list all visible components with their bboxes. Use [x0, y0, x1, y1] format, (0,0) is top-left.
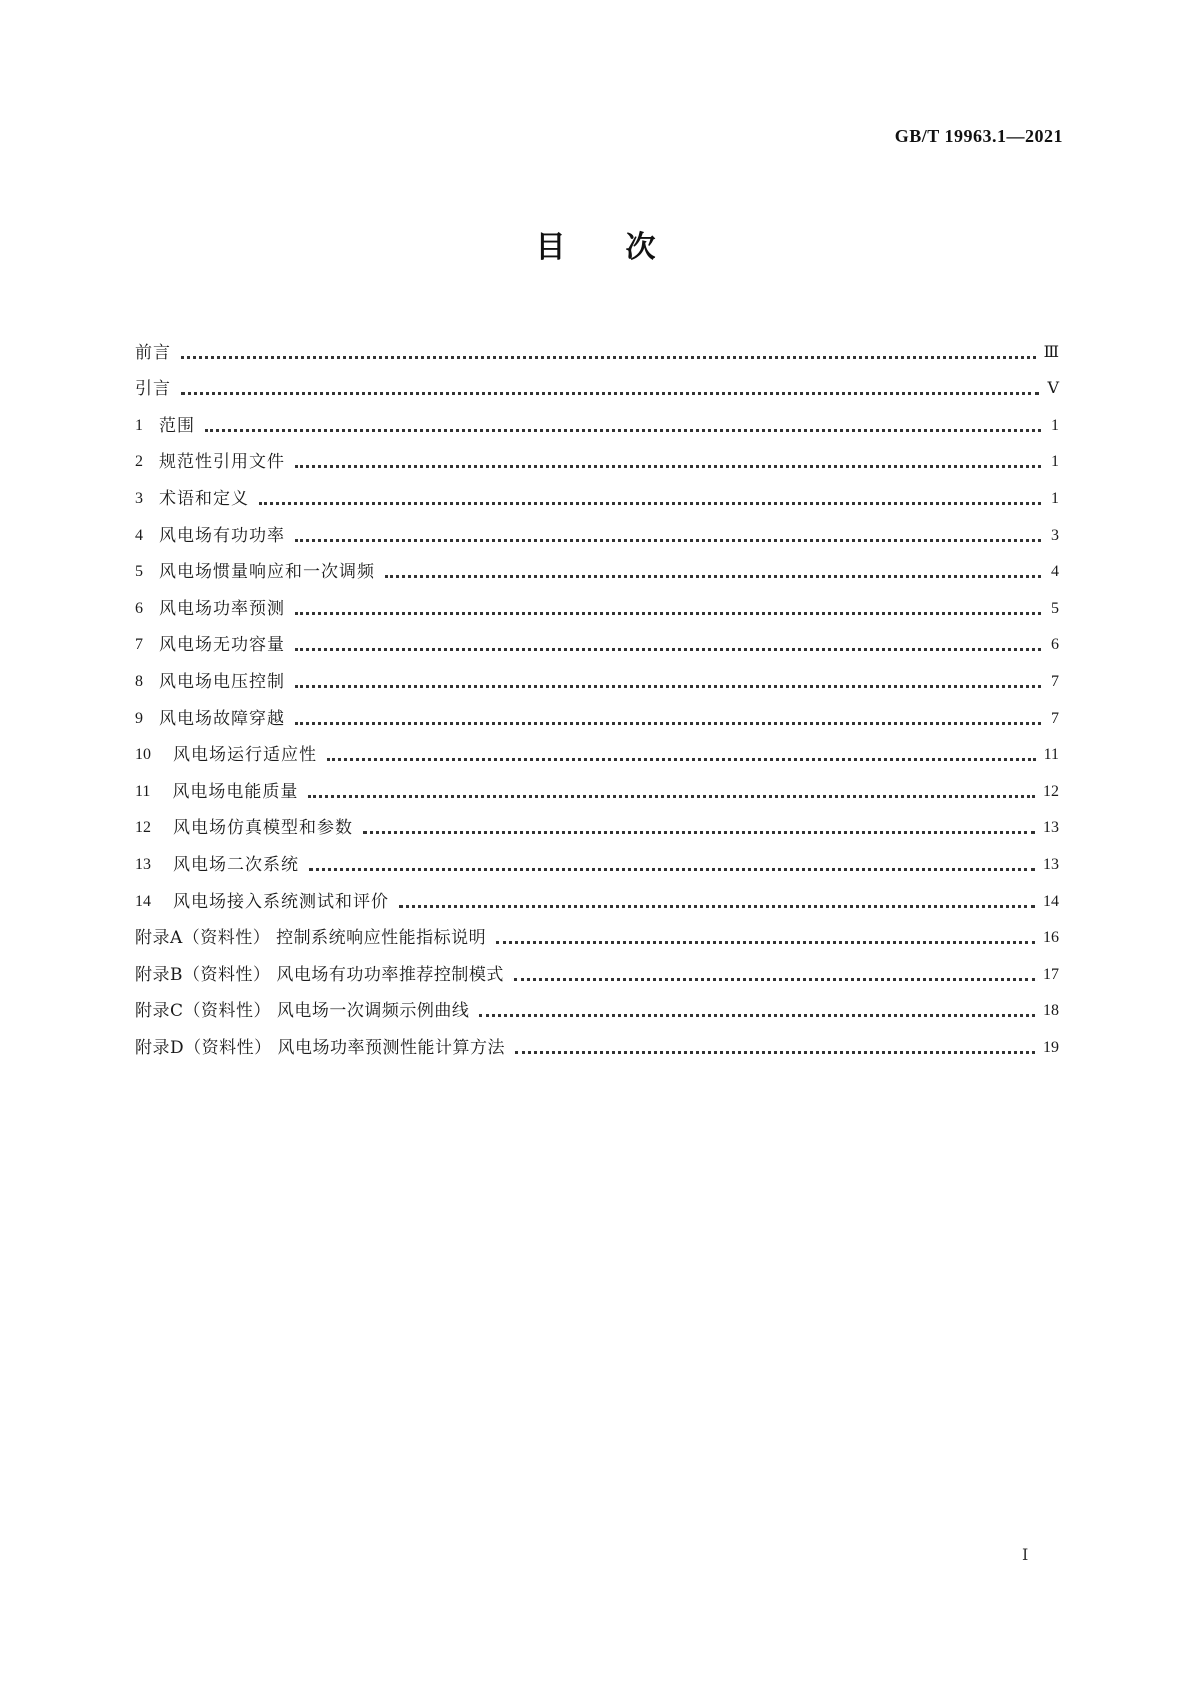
toc-entry[interactable]	[135, 803, 1059, 840]
table-of-contents	[135, 327, 1059, 1059]
toc-entry-label: 风电场电能质量	[172, 781, 299, 802]
toc-entry-label: 风电场二次系统	[173, 854, 299, 875]
toc-entry[interactable]	[135, 473, 1059, 510]
toc-entry-page: Ⅲ	[1043, 343, 1059, 361]
toc-entry-label: 风电场仿真模型和参数	[173, 818, 353, 839]
toc-entry-number: 1	[135, 416, 143, 434]
toc-entry-page: 18	[1043, 1002, 1059, 1020]
toc-entry[interactable]	[135, 364, 1059, 401]
toc-leader-dots	[295, 685, 1041, 688]
toc-entry-number: 14	[135, 892, 151, 910]
toc-leader-dots	[309, 868, 1035, 871]
toc-entry-number: 3	[135, 489, 143, 507]
toc-entry-page: 16	[1043, 929, 1059, 947]
toc-entry[interactable]	[135, 620, 1059, 657]
toc-leader-dots	[496, 941, 1035, 944]
toc-leader-dots	[515, 1051, 1035, 1054]
toc-entry[interactable]	[135, 1022, 1059, 1059]
toc-entry-label: 附录D（资料性） 风电场功率预测性能计算方法	[135, 1037, 506, 1058]
toc-entry-page: Ⅴ	[1047, 380, 1059, 398]
toc-entry-page: 6	[1051, 636, 1059, 654]
toc-entry[interactable]	[135, 730, 1059, 767]
toc-entry-label: 风电场故障穿越	[159, 708, 285, 729]
toc-leader-dots	[181, 392, 1039, 395]
toc-entry-label: 引言	[135, 379, 171, 400]
toc-leader-dots	[363, 831, 1035, 834]
toc-entry-number: 11	[135, 782, 151, 800]
toc-entry[interactable]	[135, 400, 1059, 437]
toc-entry-number: 7	[135, 636, 143, 654]
toc-entry-page: 17	[1043, 965, 1059, 983]
toc-leader-dots	[181, 356, 1036, 359]
toc-entry-label: 风电场惯量响应和一次调频	[159, 562, 375, 583]
toc-leader-dots	[399, 905, 1035, 908]
toc-entry-page: 1	[1051, 453, 1059, 471]
toc-entry[interactable]	[135, 949, 1059, 986]
toc-entry-page: 13	[1043, 855, 1059, 873]
toc-entry-label: 规范性引用文件	[159, 452, 285, 473]
toc-leader-dots	[259, 502, 1041, 505]
toc-leader-dots	[205, 429, 1041, 432]
toc-entry-page: 11	[1043, 746, 1059, 764]
toc-entry-page: 7	[1051, 672, 1059, 690]
toc-entry-page: 1	[1051, 416, 1059, 434]
toc-entry[interactable]	[135, 913, 1059, 950]
toc-leader-dots	[327, 758, 1036, 761]
toc-entry[interactable]	[135, 656, 1059, 693]
toc-leader-dots	[308, 795, 1035, 798]
toc-entry-number: 6	[135, 599, 143, 617]
toc-entry[interactable]	[135, 510, 1059, 547]
toc-entry[interactable]	[135, 986, 1059, 1023]
toc-entry-label: 前言	[135, 342, 171, 363]
toc-entry-page: 5	[1051, 599, 1059, 617]
toc-entry-label: 风电场无功容量	[159, 635, 285, 656]
toc-entry-number: 4	[135, 526, 143, 544]
toc-entry-label: 风电场有功功率	[159, 525, 285, 546]
toc-entry-page: 7	[1051, 709, 1059, 727]
toc-leader-dots	[385, 575, 1041, 578]
toc-entry-label: 附录A（资料性） 控制系统响应性能指标说明	[135, 928, 487, 949]
toc-entry-page: 3	[1051, 526, 1059, 544]
toc-entry-number: 12	[135, 819, 151, 837]
toc-entry-label: 风电场接入系统测试和评价	[173, 891, 389, 912]
toc-entry-number: 8	[135, 672, 143, 690]
toc-leader-dots	[295, 539, 1041, 542]
toc-entry-page: 19	[1043, 1038, 1059, 1056]
toc-entry[interactable]	[135, 437, 1059, 474]
toc-entry[interactable]	[135, 583, 1059, 620]
toc-entry[interactable]	[135, 766, 1059, 803]
toc-entry[interactable]	[135, 547, 1059, 584]
toc-entry[interactable]	[135, 327, 1059, 364]
toc-entry-label: 范围	[159, 415, 195, 436]
toc-entry-page: 14	[1043, 892, 1059, 910]
toc-entry-label: 风电场电压控制	[159, 671, 285, 692]
toc-title: 目次	[535, 230, 716, 265]
toc-entry-label: 附录B（资料性） 风电场有功功率推荐控制模式	[135, 964, 504, 985]
toc-entry[interactable]	[135, 839, 1059, 876]
toc-entry-label: 风电场功率预测	[159, 598, 285, 619]
toc-entry-page: 13	[1043, 819, 1059, 837]
toc-entry-number: 10	[135, 746, 151, 764]
toc-leader-dots	[514, 978, 1035, 981]
page-number: Ⅰ	[1022, 1547, 1029, 1564]
toc-entry-page: 4	[1051, 563, 1059, 581]
standard-code: GB/T 19963.1—2021	[894, 126, 1063, 146]
toc-entry-number: 13	[135, 855, 151, 873]
toc-entry-number: 9	[135, 709, 143, 727]
toc-entry[interactable]	[135, 693, 1059, 730]
toc-leader-dots	[479, 1014, 1035, 1017]
toc-entry-page: 12	[1043, 782, 1059, 800]
toc-entry-label: 风电场运行适应性	[173, 745, 317, 766]
toc-entry-label: 术语和定义	[159, 488, 249, 509]
toc-entry-number: 2	[135, 453, 143, 471]
toc-entry-label: 附录C（资料性） 风电场一次调频示例曲线	[135, 1001, 470, 1022]
toc-leader-dots	[295, 612, 1041, 615]
toc-entry[interactable]	[135, 876, 1059, 913]
toc-leader-dots	[295, 722, 1041, 725]
toc-leader-dots	[295, 465, 1041, 468]
toc-leader-dots	[295, 648, 1041, 651]
toc-entry-number: 5	[135, 563, 143, 581]
toc-entry-page: 1	[1051, 489, 1059, 507]
